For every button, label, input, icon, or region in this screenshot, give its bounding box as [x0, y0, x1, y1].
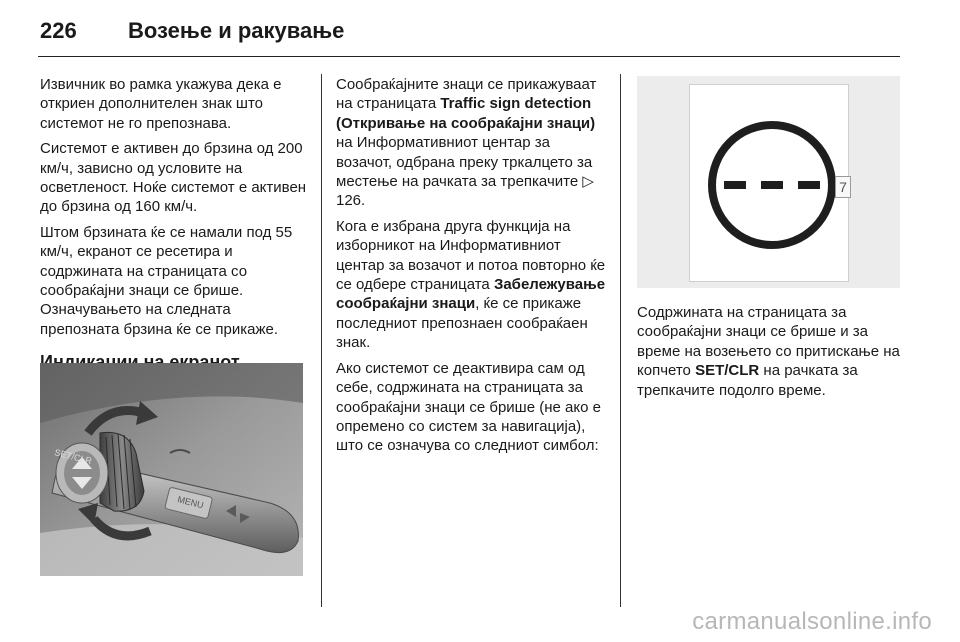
stalk-label-menu: MENU [176, 494, 205, 511]
text-run: Сообраќајните знаци се прикажуваат на страницата [336, 76, 597, 113]
paragraph-deactivation: Ако системот се деактивира сам од себе, содржината на страницата за сообраќајни знаци се брише (не ако е опремено со систем за навигација), што се означува со следниот симбол: [336, 359, 601, 455]
display-frame [689, 84, 849, 282]
text-run: на Информативниот центар за возачот, одбрана преку тркалцето за местење на рачката за трепкачите [336, 134, 593, 191]
watermark: carmanualsonline.info [692, 608, 932, 635]
paragraph-display-page [336, 75, 608, 211]
chapter-title: Возење и ракување [128, 18, 345, 43]
column-3 [637, 303, 902, 406]
text-run: , ќе се прикаже последниот препознаен сообраќаен знак. [336, 295, 588, 352]
text-run: на рачката за трепкачите подолго време. [637, 362, 858, 399]
cleared-sign-figure [637, 76, 900, 288]
stalk-drawing [40, 363, 303, 576]
paragraph-other-function [336, 217, 608, 353]
stalk-label-set: SET/CLR [53, 447, 93, 467]
text-run: Кога е избрана друга функција на изборникот на Информативниот центар за возачот и потоа повторно ќе се одбере страницата [336, 217, 606, 294]
page-ref: 126. [336, 192, 366, 210]
page-ref-icon: ▷ [582, 173, 594, 191]
header-rule [38, 56, 900, 57]
column-divider-2 [620, 74, 621, 607]
page-number: 226 [40, 18, 77, 43]
no-sign-symbol [690, 85, 848, 281]
paragraph-manual-clear [637, 303, 902, 400]
paragraph-reset: Штом брзината ќе се намали под 55 км/ч, екранот се ресетира и содржината на страницата со сообраќајни знаци се брише. Означувањето на следната препозната брзина ќе се прикаже. [40, 223, 293, 338]
menu-item-name: Забележување сообраќајни знаци [336, 276, 606, 313]
stalk-illustration [40, 363, 303, 576]
button-name: SET/CLR [695, 362, 760, 380]
column-1 [40, 75, 308, 373]
column-divider-1 [321, 74, 322, 607]
menu-item-name: Traffic sign detection (Откривање на сообраќајни знаци) [336, 95, 596, 132]
page-header [40, 18, 902, 56]
figure-code: 7 [835, 176, 851, 198]
paragraph-speed-range: Системот е активен до брзина од 200 км/ч, зависно од условите на осветленост. Ноќе системот е активен до брзина од 160 км/ч. [40, 140, 307, 216]
paragraph-unrecognized-sign: Извичник во рамка укажува дека е откриен дополнителен знак што системот не го препознава. [40, 76, 282, 132]
column-2 [336, 75, 608, 462]
text-run: Содржината на страницата за сообраќајни знаци се брише и за време на возењето со притискање на копчето [637, 304, 900, 380]
